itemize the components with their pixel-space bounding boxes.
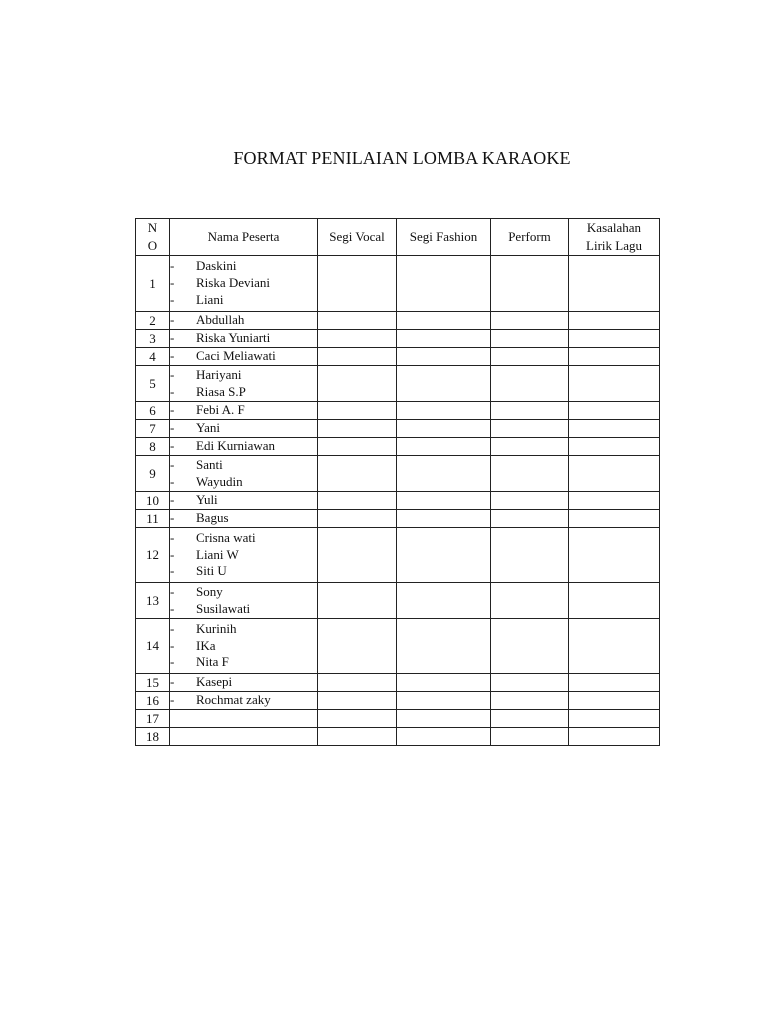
bullet-dash: - [170, 275, 175, 291]
participant-name: Siti U [196, 563, 227, 579]
score-perform-cell [491, 402, 569, 420]
participant-names [170, 492, 318, 510]
participant-name: Riska Yuniarti [196, 330, 271, 346]
table-row [136, 438, 660, 456]
participant-name: Febi A. F [196, 402, 245, 418]
bullet-dash: - [170, 492, 175, 508]
participant-name: Susilawati [196, 600, 251, 616]
participant-names [170, 619, 318, 674]
participant-entry [170, 474, 317, 491]
table-row [136, 510, 660, 528]
participant-entry [170, 601, 317, 618]
participant-entry [170, 367, 317, 384]
score-perform-cell [491, 420, 569, 438]
bullet-dash: - [170, 402, 175, 418]
bullet-dash: - [170, 563, 175, 579]
header-nama-peserta: Nama Peserta [170, 219, 318, 256]
score-vocal-cell [318, 348, 397, 366]
score-kesalahan-cell [569, 710, 660, 728]
header-no-line1: N [147, 220, 158, 235]
header-segi-vocal: Segi Vocal [318, 219, 397, 256]
score-kesalahan-cell [569, 366, 660, 402]
score-perform-cell [491, 619, 569, 674]
table-row [136, 402, 660, 420]
participant-entry [170, 312, 317, 329]
participant-entry [170, 330, 317, 347]
participant-names [170, 674, 318, 692]
participant-names [170, 402, 318, 420]
score-table [135, 218, 660, 746]
row-number: 8 [136, 438, 170, 456]
row-number: 15 [136, 674, 170, 692]
bullet-dash: - [170, 473, 175, 489]
score-perform-cell [491, 674, 569, 692]
score-vocal-cell [318, 330, 397, 348]
header-kesalahan-line1: Kasalahan [586, 220, 642, 235]
score-fashion-cell [397, 674, 491, 692]
score-fashion-cell [397, 256, 491, 312]
score-perform-cell [491, 256, 569, 312]
header-no [136, 219, 170, 256]
header-kesalahan-line2: Lirik Lagu [586, 238, 642, 253]
row-number: 11 [136, 510, 170, 528]
score-kesalahan-cell [569, 402, 660, 420]
score-perform-cell [491, 492, 569, 510]
row-number: 18 [136, 728, 170, 746]
score-kesalahan-cell [569, 528, 660, 583]
score-kesalahan-cell [569, 456, 660, 492]
table-row [136, 619, 660, 674]
participant-name: Riska Deviani [196, 275, 271, 291]
table-row [136, 366, 660, 402]
bullet-dash: - [170, 312, 175, 328]
participant-entry [170, 654, 317, 671]
bullet-dash: - [170, 258, 175, 274]
score-vocal-cell [318, 528, 397, 583]
score-kesalahan-cell [569, 348, 660, 366]
row-number: 6 [136, 402, 170, 420]
score-perform-cell [491, 692, 569, 710]
score-kesalahan-cell [569, 420, 660, 438]
participant-entry [170, 384, 317, 401]
participant-names [170, 256, 318, 312]
score-perform-cell [491, 583, 569, 619]
score-perform-cell [491, 366, 569, 402]
score-fashion-cell [397, 420, 491, 438]
score-fashion-cell [397, 492, 491, 510]
table-row [136, 674, 660, 692]
score-fashion-cell [397, 348, 491, 366]
page-title: FORMAT PENILAIAN LOMBA KARAOKE [233, 148, 571, 168]
row-number: 13 [136, 583, 170, 619]
bullet-dash: - [170, 654, 175, 670]
score-fashion-cell [397, 312, 491, 330]
score-fashion-cell [397, 366, 491, 402]
participant-entry [170, 584, 317, 601]
score-table-body [136, 256, 660, 746]
participant-entry [170, 530, 317, 547]
score-vocal-cell [318, 456, 397, 492]
score-perform-cell [491, 456, 569, 492]
participant-entry [170, 420, 317, 437]
participant-entry [170, 638, 317, 655]
bullet-dash: - [170, 366, 175, 382]
score-perform-cell [491, 438, 569, 456]
score-perform-cell [491, 348, 569, 366]
participant-name: Liani W [196, 546, 239, 562]
participant-name: IKa [196, 637, 216, 653]
participant-names [170, 420, 318, 438]
table-row [136, 330, 660, 348]
score-kesalahan-cell [569, 510, 660, 528]
row-number: 4 [136, 348, 170, 366]
participant-name: Bagus [196, 510, 229, 526]
participant-entry [170, 547, 317, 564]
score-kesalahan-cell [569, 492, 660, 510]
participant-names [170, 528, 318, 583]
participant-name: Santi [196, 456, 223, 472]
bullet-dash: - [170, 510, 175, 526]
score-fashion-cell [397, 510, 491, 528]
row-number: 5 [136, 366, 170, 402]
score-vocal-cell [318, 256, 397, 312]
score-vocal-cell [318, 510, 397, 528]
bullet-dash: - [170, 420, 175, 436]
row-number: 9 [136, 456, 170, 492]
participant-name: Kurinih [196, 620, 237, 636]
table-row [136, 692, 660, 710]
table-row [136, 256, 660, 312]
table-row [136, 492, 660, 510]
table-row [136, 583, 660, 619]
score-perform-cell [491, 728, 569, 746]
participant-names [170, 583, 318, 619]
score-vocal-cell [318, 312, 397, 330]
participant-names [170, 710, 318, 728]
bullet-dash: - [170, 291, 175, 307]
participant-entry [170, 438, 317, 455]
table-row [136, 710, 660, 728]
participant-name: Daskini [196, 258, 237, 274]
row-number: 14 [136, 619, 170, 674]
score-fashion-cell [397, 528, 491, 583]
score-vocal-cell [318, 692, 397, 710]
score-vocal-cell [318, 420, 397, 438]
score-fashion-cell [397, 438, 491, 456]
participant-name: Kasepi [196, 674, 233, 690]
row-number: 12 [136, 528, 170, 583]
header-no-line2: O [147, 238, 158, 253]
score-fashion-cell [397, 692, 491, 710]
table-row [136, 528, 660, 583]
participant-entry [170, 492, 317, 509]
bullet-dash: - [170, 546, 175, 562]
score-kesalahan-cell [569, 330, 660, 348]
participant-entry [170, 402, 317, 419]
participant-name: Hariyani [196, 366, 242, 382]
participant-entry [170, 563, 317, 580]
participant-entry [170, 674, 317, 691]
row-number: 10 [136, 492, 170, 510]
row-number: 17 [136, 710, 170, 728]
bullet-dash: - [170, 674, 175, 690]
participant-names [170, 456, 318, 492]
participant-name: Crisna wati [196, 529, 256, 545]
score-kesalahan-cell [569, 312, 660, 330]
participant-entry [170, 510, 317, 527]
score-vocal-cell [318, 619, 397, 674]
participant-name: Rochmat zaky [196, 692, 271, 708]
header-segi-fashion: Segi Fashion [397, 219, 491, 256]
score-fashion-cell [397, 710, 491, 728]
score-vocal-cell [318, 710, 397, 728]
participant-names [170, 438, 318, 456]
score-kesalahan-cell [569, 619, 660, 674]
row-number: 3 [136, 330, 170, 348]
score-perform-cell [491, 510, 569, 528]
bullet-dash: - [170, 529, 175, 545]
score-vocal-cell [318, 728, 397, 746]
participant-names [170, 692, 318, 710]
participant-name: Riasa S.P [196, 383, 246, 399]
participant-name: Nita F [196, 654, 229, 670]
table-row [136, 728, 660, 746]
score-vocal-cell [318, 402, 397, 420]
participant-names [170, 330, 318, 348]
score-kesalahan-cell [569, 438, 660, 456]
bullet-dash: - [170, 438, 175, 454]
participant-entry [170, 258, 317, 275]
participant-entry [170, 692, 317, 709]
participant-names [170, 510, 318, 528]
bullet-dash: - [170, 348, 175, 364]
score-vocal-cell [318, 438, 397, 456]
bullet-dash: - [170, 583, 175, 599]
row-number: 2 [136, 312, 170, 330]
participant-name: Sony [196, 583, 223, 599]
participant-name: Abdullah [196, 312, 245, 328]
row-number: 7 [136, 420, 170, 438]
bullet-dash: - [170, 692, 175, 708]
score-kesalahan-cell [569, 256, 660, 312]
score-vocal-cell [318, 674, 397, 692]
participant-entry [170, 292, 317, 309]
score-kesalahan-cell [569, 583, 660, 619]
participant-name: Caci Meliawati [196, 348, 276, 364]
bullet-dash: - [170, 600, 175, 616]
participant-names [170, 348, 318, 366]
score-vocal-cell [318, 366, 397, 402]
participant-name: Edi Kurniawan [196, 438, 276, 454]
score-kesalahan-cell [569, 692, 660, 710]
score-fashion-cell [397, 330, 491, 348]
participant-names [170, 728, 318, 746]
participant-entry [170, 457, 317, 474]
score-perform-cell [491, 330, 569, 348]
score-fashion-cell [397, 728, 491, 746]
score-fashion-cell [397, 619, 491, 674]
bullet-dash: - [170, 330, 175, 346]
score-fashion-cell [397, 456, 491, 492]
score-perform-cell [491, 312, 569, 330]
participant-names [170, 312, 318, 330]
participant-name: Liani [196, 291, 224, 307]
bullet-dash: - [170, 637, 175, 653]
header-perform: Perform [491, 219, 569, 256]
participant-names [170, 366, 318, 402]
score-kesalahan-cell [569, 674, 660, 692]
table-row [136, 420, 660, 438]
bullet-dash: - [170, 620, 175, 636]
participant-name: Wayudin [196, 473, 243, 489]
header-row [136, 219, 660, 256]
score-vocal-cell [318, 492, 397, 510]
table-row [136, 348, 660, 366]
score-kesalahan-cell [569, 728, 660, 746]
participant-entry [170, 275, 317, 292]
score-perform-cell [491, 710, 569, 728]
participant-entry [170, 348, 317, 365]
participant-name: Yani [196, 420, 220, 436]
bullet-dash: - [170, 383, 175, 399]
row-number: 1 [136, 256, 170, 312]
bullet-dash: - [170, 456, 175, 472]
score-vocal-cell [318, 583, 397, 619]
row-number: 16 [136, 692, 170, 710]
participant-entry [170, 621, 317, 638]
participant-name: Yuli [196, 492, 218, 508]
table-row [136, 456, 660, 492]
score-fashion-cell [397, 583, 491, 619]
score-perform-cell [491, 528, 569, 583]
score-fashion-cell [397, 402, 491, 420]
table-row [136, 312, 660, 330]
header-kesalahan-lirik [569, 219, 660, 256]
